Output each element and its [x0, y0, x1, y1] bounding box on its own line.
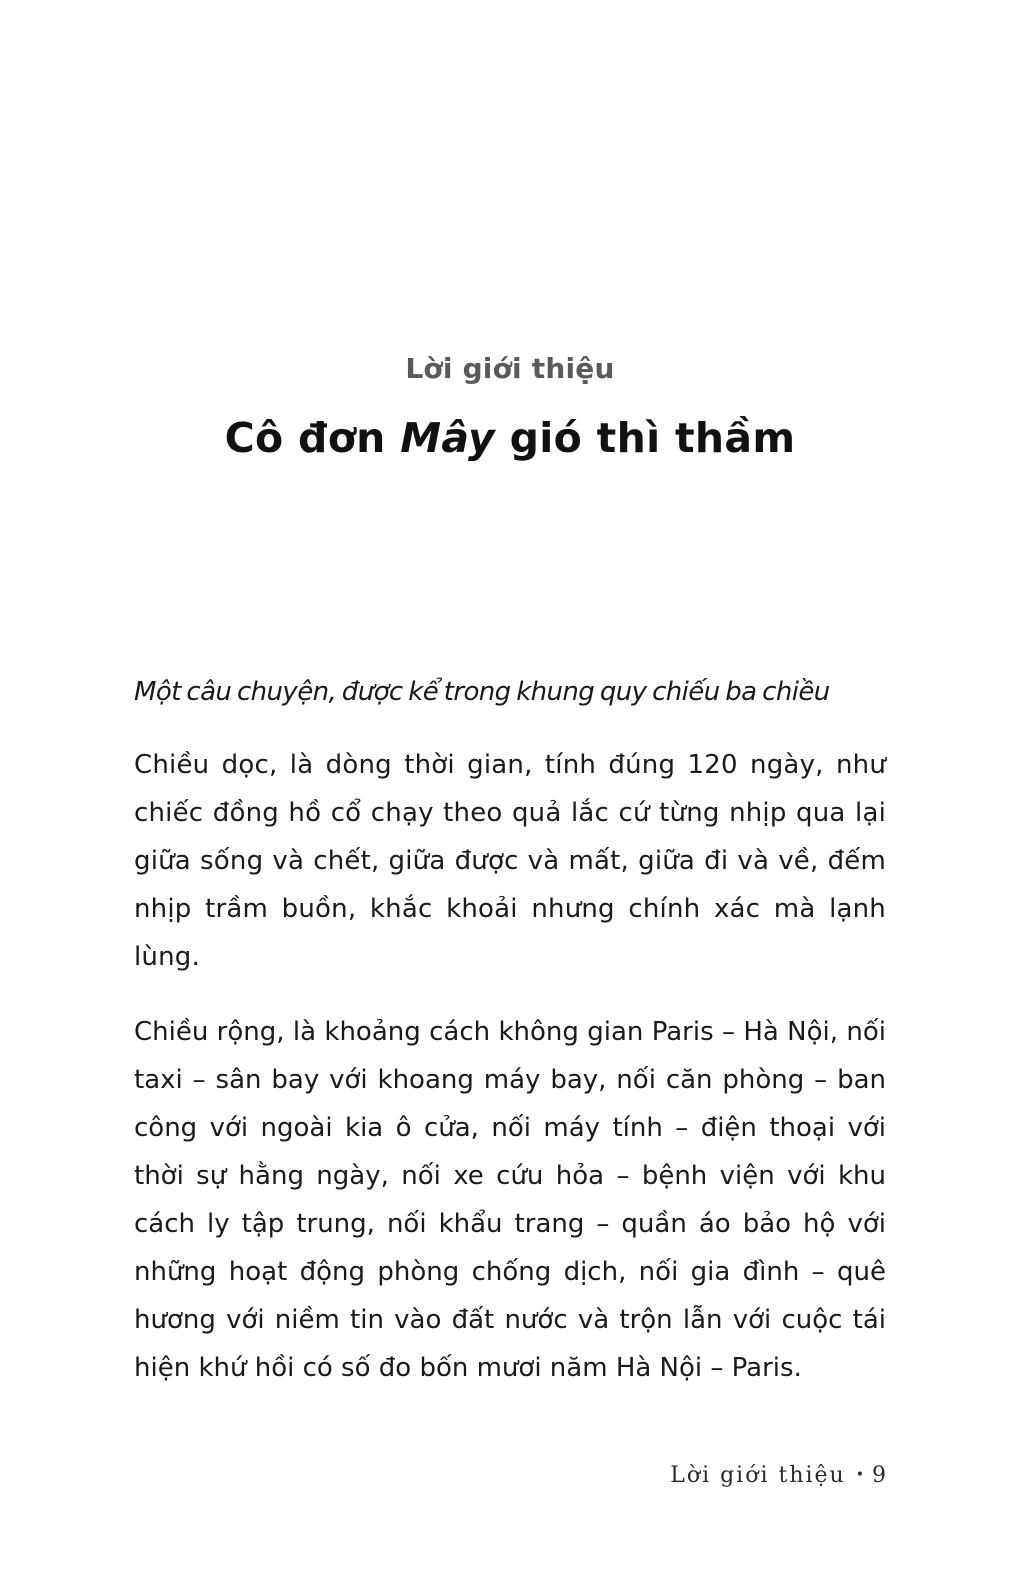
paragraph-2: Chiều rộng, là khoảng cách không gian Paris – Hà Nội, nối taxi – sân bay với khoang máy bay, nối căn phòng – ban công với ngoài kia ô cửa, nối máy tính – điện thoại với thời sự hằng ngày, nối xe cứu hỏa – bệnh viện với khu cách ly tập trung, nối khẩu trang – quần áo bảo hộ với những hoạt động phòng chống dịch, nối gia đình – quê hương với niềm tin vào đất nước và trộn lẫn với cuộc tái hiện khứ hồi có số đo bốn mươi năm Hà Nội – Paris.	[134, 1017, 886, 1383]
section-label: Lời giới thiệu	[405, 352, 615, 385]
lead-paragraph: Một câu chuyện, được kể trong khung quy chiếu ba chiều	[134, 677, 830, 707]
running-footer	[670, 1463, 886, 1488]
running-title: Lời giới thiệu	[670, 1463, 846, 1488]
chapter-title-italic: Mây	[400, 414, 496, 462]
chapter-title-part2: gió thì thầm	[495, 414, 796, 462]
paragraph-1: Chiều dọc, là dòng thời gian, tính đúng 120 ngày, như chiếc đồng hồ cổ chạy theo quả lắc cứ từng nhịp qua lại giữa sống và chết, giữa được và mất, giữa đi và về, đếm nhịp trầm buồn, khắc khoải nhưng chính xác mà lạnh lùng.	[134, 750, 886, 972]
body-text	[134, 668, 886, 1419]
footer-separator: •	[855, 1467, 864, 1483]
chapter-title	[0, 414, 1020, 462]
chapter-title-part1: Cô đơn	[224, 414, 401, 462]
page-number: 9	[872, 1463, 886, 1488]
